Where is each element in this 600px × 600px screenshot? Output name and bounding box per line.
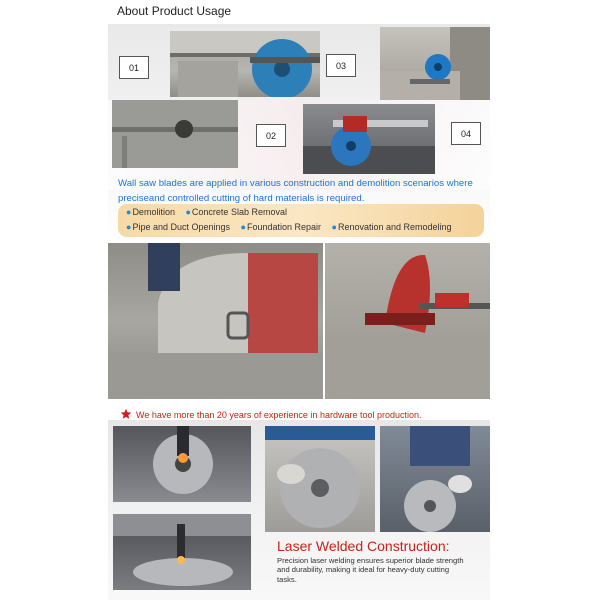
hand-holding-blade-illustration	[265, 426, 375, 532]
application-tag: Renovation and Remodeling	[337, 222, 452, 232]
usage-photo-01	[170, 31, 320, 97]
star-icon	[120, 408, 132, 420]
bullet-dot-icon: ●	[126, 222, 132, 232]
experience-statement	[120, 408, 422, 420]
usage-number-02: 02	[256, 124, 286, 147]
wall-saw-photo-large-left	[108, 243, 323, 399]
usage-number-03: 03	[326, 54, 356, 77]
blade-guard-illustration	[108, 243, 323, 399]
application-tag: Foundation Repair	[246, 222, 322, 232]
bullet-dot-icon: ●	[331, 222, 337, 232]
laser-welded-description: Precision laser welding ensures superior blade strength and durability, making it ideal for heavy-duty cutting tasks.	[277, 556, 464, 584]
experience-text: We have more than 20 years of experience in hardware tool production.	[136, 410, 422, 420]
application-tag: Concrete Slab Removal	[191, 207, 287, 217]
section-title: About Product Usage	[117, 4, 232, 18]
wall-cutting-site-illustration	[380, 27, 490, 100]
worker-blade-photo	[380, 426, 490, 532]
application-tags-row-2	[126, 222, 460, 232]
usage-photo-04	[303, 104, 435, 174]
floor-saw-illustration	[303, 104, 435, 174]
intro-text: Wall saw blades are applied in various construction and demolition scenarios where preciseand controlled cutting of hard materials is required.	[118, 178, 473, 204]
application-tag: Demolition	[132, 207, 175, 217]
usage-number-01: 01	[119, 56, 149, 79]
application-tags-row-1	[126, 207, 295, 217]
usage-number-04: 04	[451, 122, 481, 145]
welding-machine-illustration	[113, 426, 251, 502]
saw-track-illustration	[112, 100, 238, 168]
laser-welding-photo-2	[113, 514, 251, 590]
laser-welding-photo-1	[113, 426, 251, 502]
laser-welding-illustration	[113, 514, 251, 590]
blade-inspection-photo	[265, 426, 375, 532]
application-tag: Pipe and Duct Openings	[132, 222, 231, 232]
wall-saw-photo-large-right	[325, 243, 490, 399]
laser-welded-title: Laser Welded Construction:	[277, 538, 450, 554]
bullet-dot-icon: ●	[126, 207, 132, 217]
worker-illustration	[380, 426, 490, 532]
track-saw-illustration	[325, 243, 490, 399]
usage-photo-02	[112, 100, 238, 168]
usage-photo-03	[380, 27, 490, 100]
bullet-dot-icon: ●	[240, 222, 246, 232]
bullet-dot-icon: ●	[185, 207, 191, 217]
application-tags	[118, 204, 484, 237]
wall-saw-cut-illustration	[170, 31, 320, 97]
